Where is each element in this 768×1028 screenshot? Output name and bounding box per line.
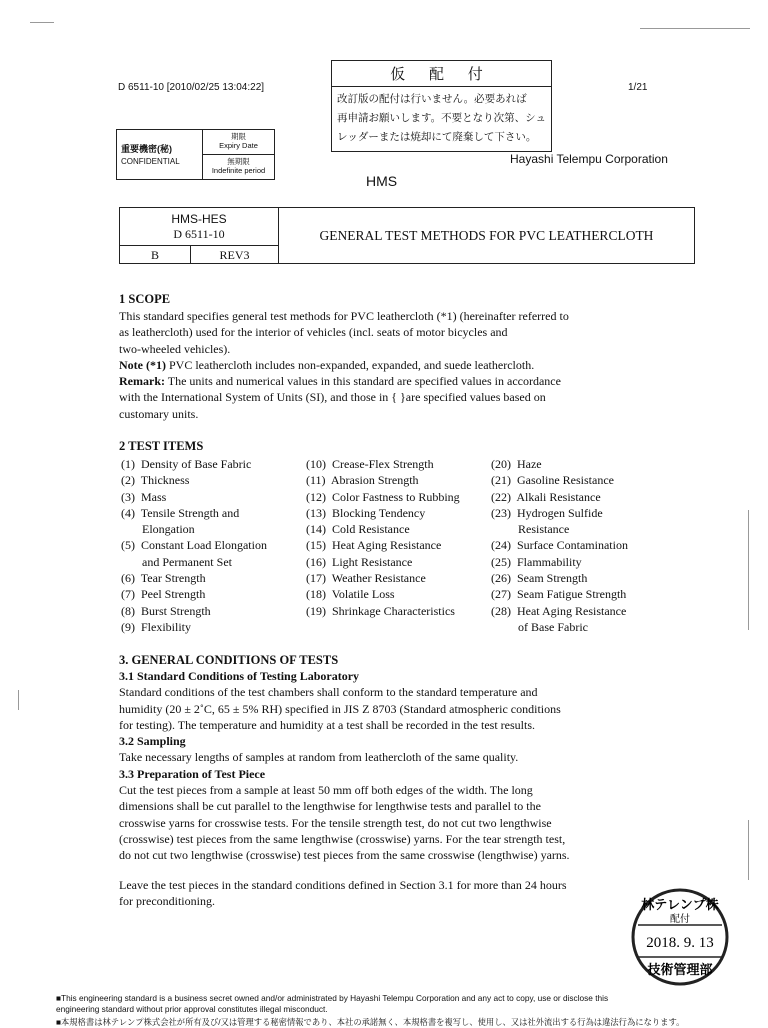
test-items-col-3 (491, 456, 628, 635)
test-item: Resistance (491, 522, 570, 537)
note-text: PVC leathercloth includes non-expanded, expanded, and suede leathercloth. (165, 357, 535, 372)
standard-code: HMS-HES (171, 212, 227, 226)
test-item: (12) Color Fastness to Rubbing (306, 489, 460, 504)
scan-mark (748, 820, 749, 880)
section-heading: 3. GENERAL CONDITIONS OF TESTS (119, 653, 339, 667)
test-items-col-2 (306, 456, 460, 619)
text-line: Take necessary lengths of samples at random from leathercloth of the same quality. (119, 750, 519, 765)
footer-notice: ■This engineering standard is a business secret owned and/or administrated by Hayashi Telempu Corporation and any act to copy, use or disclose this (56, 993, 609, 1003)
test-item: (24) Surface Contamination (491, 538, 628, 553)
stamp-line: レッダーまたは焼却にて廃棄して下さい。 (337, 132, 537, 143)
text-line: with the International System of Units (SI), and those in { }are specified values based on (119, 390, 546, 405)
subsection-heading: 3.3 Preparation of Test Piece (119, 766, 266, 781)
revision-cell: REV3 (219, 248, 250, 262)
test-item: (13) Blocking Tendency (306, 505, 426, 520)
text-line: crosswise yarns for crosswise tests. For the tensile strength test, do not cut two lengthwise (119, 815, 552, 830)
test-item: (7) Peel Strength (121, 587, 206, 602)
approval-stamp (630, 887, 730, 987)
test-item: (19) Shrinkage Characteristics (306, 603, 455, 618)
stamp-seal (630, 887, 730, 987)
test-item: (9) Flexibility (121, 619, 191, 634)
stamp-top-text: 林テレンプ株 (641, 898, 719, 913)
test-item: (15) Heat Aging Resistance (306, 538, 442, 553)
stamp-line: 再申請お願いします。不要となり次第、シュ (337, 113, 546, 124)
indefinite-jp: 無期限 (227, 157, 250, 166)
text-line: for preconditioning. (119, 893, 215, 908)
text-line: This standard specifies general test methods for PVC leathercloth (*1) (hereinafter referred to (119, 309, 569, 323)
test-item: (22) Alkali Resistance (491, 489, 601, 504)
document-title: GENERAL TEST METHODS FOR PVC LEATHERCLOTH (319, 228, 654, 243)
standard-number: D 6511-10 (173, 227, 225, 241)
stamp-date: 2018. 9. 13 (646, 935, 714, 951)
test-item: (14) Cold Resistance (306, 522, 410, 537)
confidential-en: CONFIDENTIAL (121, 157, 180, 166)
subsection-heading: 3.2 Sampling (119, 734, 186, 749)
scan-mark (30, 22, 54, 23)
company-name: Hayashi Telempu Corporation (510, 152, 668, 166)
test-item: (11) Abrasion Strength (306, 473, 419, 488)
expiry-cell (203, 130, 274, 155)
text-line: do not cut two lengthwise (crosswise) test pieces from the same crosswise (lengthwise) yarns. (119, 848, 570, 863)
stamp-mid-text: 配付 (670, 914, 690, 925)
test-item: (23) Hydrogen Sulfide (491, 505, 603, 520)
revision-row (120, 245, 278, 264)
confidential-jp: 重要機密(秘) (121, 144, 172, 154)
scan-mark (640, 28, 750, 29)
indefinite-cell (203, 155, 274, 179)
page-number: 1/21 (628, 82, 648, 93)
stamp-bottom-text: 技術管理部 (647, 963, 713, 978)
indefinite-en: Indefinite period (211, 166, 266, 175)
scan-mark (748, 510, 749, 630)
remark-line (119, 373, 679, 389)
distribution-stamp (331, 60, 552, 152)
remark-text: The units and numerical values in this standard are specified values in accordance (164, 374, 561, 389)
class-cell: B (120, 246, 191, 264)
test-item: (16) Light Resistance (306, 554, 413, 569)
test-item: (27) Seam Fatigue Strength (491, 587, 627, 602)
test-item: (26) Seam Strength (491, 571, 588, 586)
section-heading: 2 TEST ITEMS (119, 439, 204, 453)
section-heading: 1 SCOPE (119, 292, 171, 306)
text-line: dimensions shall be cut parallel to the lengthwise for lengthwise tests and parallel to the (119, 799, 541, 814)
test-item: (28) Heat Aging Resistance (491, 603, 627, 618)
test-item: (21) Gasoline Resistance (491, 473, 614, 488)
test-item: (4) Tensile Strength and (121, 505, 240, 520)
test-item: (20) Haze (491, 457, 542, 471)
test-item: (10) Crease-Flex Strength (306, 457, 434, 471)
note-label: Note (*1) (119, 357, 166, 372)
test-item: Elongation (121, 522, 195, 537)
text-line: Cut the test pieces from a sample at least 50 mm off both edges of the width. The long (119, 783, 533, 798)
scope-paragraph (119, 308, 679, 422)
footer-notice-jp: ■本規格書は林テレンプ株式会社が所有及び/又は管理する秘密情報であり、本社の承諾無く、本規格書を複写し、使用し、又は社外流出する行為は違法行為になります。 (56, 1017, 685, 1027)
text-line: humidity (20 ± 2˚C, 65 ± 5% RH) specified in JIS Z 8703 (Standard atmospheric conditions (119, 701, 561, 716)
title-table (119, 207, 695, 264)
stamp-title: 仮 配 付 (332, 63, 551, 87)
test-item: of Base Fabric (491, 619, 588, 634)
text-line: customary units. (119, 406, 199, 421)
test-item: (25) Flammability (491, 554, 582, 569)
test-item: (1) Density of Base Fabric (121, 457, 252, 471)
confidential-label (117, 130, 203, 179)
text-line: for testing). The temperature and humidity at a test shall be recorded in the test results. (119, 717, 535, 732)
test-item: (3) Mass (121, 489, 167, 504)
test-item: (5) Constant Load Elongation (121, 538, 267, 553)
test-item: (18) Volatile Loss (306, 587, 395, 602)
expiry-en: Expiry Date (219, 141, 258, 150)
expiry-jp: 期限 (231, 132, 246, 141)
test-item: (6) Tear Strength (121, 571, 206, 586)
confidential-box (116, 129, 275, 180)
test-items-col-1 (121, 456, 267, 635)
test-item: (17) Weather Resistance (306, 571, 426, 586)
text-line: Standard conditions of the test chambers shall conform to the standard temperature and (119, 685, 538, 700)
hms-label: HMS (366, 173, 398, 189)
scan-mark (18, 690, 19, 710)
text-line: Leave the test pieces in the standard conditions defined in Section 3.1 for more than 24 hours (119, 877, 567, 892)
test-item: (2) Thickness (121, 473, 190, 488)
note-line (119, 357, 679, 373)
subsection-heading: 3.1 Standard Conditions of Testing Laboratory (119, 669, 360, 683)
text-line: two-wheeled vehicles). (119, 341, 231, 356)
code-cell (120, 208, 279, 263)
footer-notice: engineering standard without prior approval constitutes illegal misconduct. (56, 1004, 328, 1014)
test-item: (8) Burst Strength (121, 603, 211, 618)
stamp-line: 改訂版の配付は行いません。必要あれば (337, 94, 527, 105)
test-item: and Permanent Set (121, 554, 232, 569)
text-line: (crosswise) test pieces from the same lengthwise (crosswise) yarns. For the tear strength test, (119, 831, 566, 846)
text-line: as leathercloth) used for the interior of vehicles (incl. seats of motor bicycles and (119, 325, 508, 340)
remark-label: Remark: (119, 374, 165, 389)
section3-body (119, 668, 679, 909)
document-id: D 6511-10 [2010/02/25 13:04:22] (118, 82, 265, 93)
